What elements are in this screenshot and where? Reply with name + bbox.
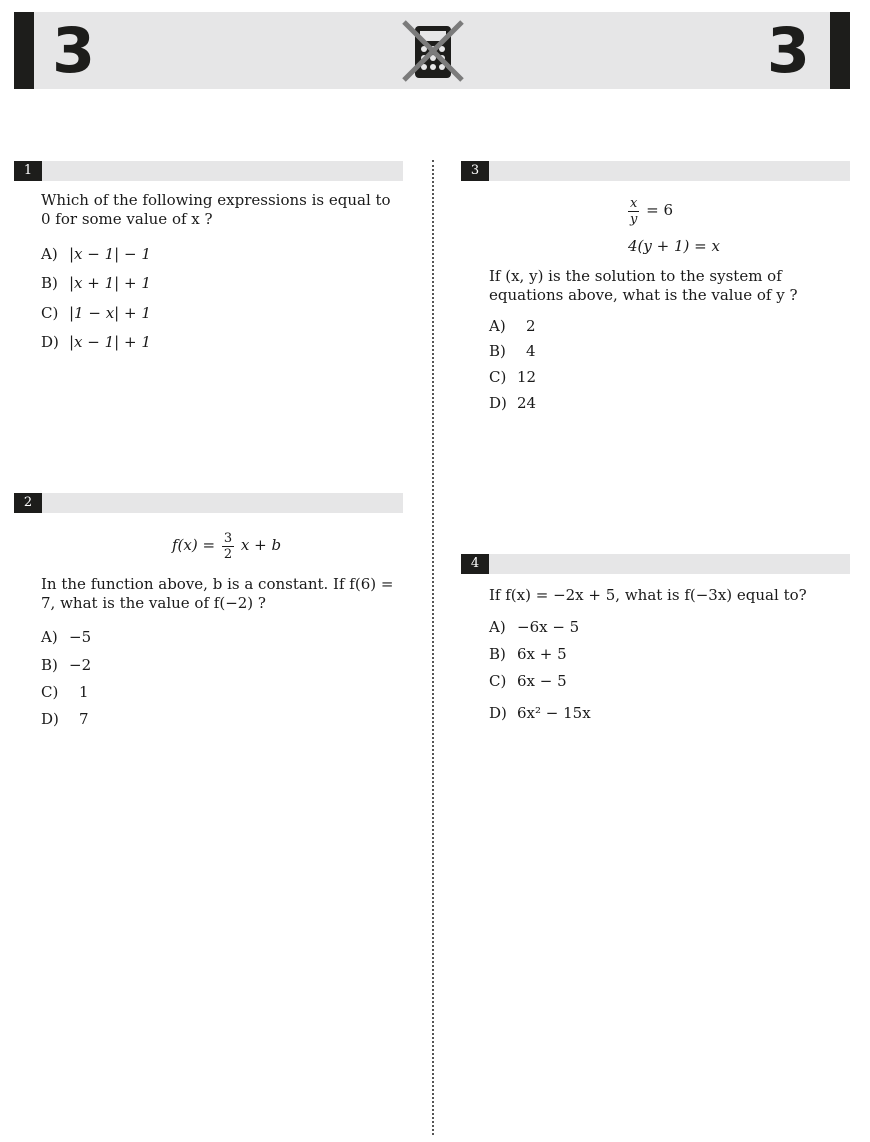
question-2-equation: f(x) = $\frac{3}{2}$ x + b (172, 530, 282, 562)
question-1-text: Which of the following expressions is equal to 0 for some value of x ? (41, 191, 391, 228)
question-2-text: In the function above, b is a constant. If f(6) = 7, what is the value of f(−2) ? (41, 575, 394, 612)
question-1-bar (14, 161, 403, 181)
question-4-option-b[interactable]: B) 6x + 5 (489, 645, 567, 663)
no-calculator-icon (400, 18, 466, 84)
equation-fraction: $\frac{x}{y}$ (630, 195, 638, 227)
question-2-option-b[interactable]: B) −2 (41, 656, 92, 674)
section-number-right: 3 (766, 14, 810, 87)
section-header (14, 12, 850, 89)
column-divider (432, 160, 434, 1135)
equation-fraction: $\frac{3}{2}$ (223, 530, 233, 562)
question-2-option-c[interactable]: C) 1 (41, 683, 89, 701)
question-3-option-a[interactable]: A) 2 (489, 317, 536, 335)
question-2-number: 2 (14, 493, 42, 513)
question-4-number: 4 (461, 554, 489, 574)
question-4-option-c[interactable]: C) 6x − 5 (489, 672, 567, 690)
question-2-bar (14, 493, 403, 513)
question-3-equation-2: 4(y + 1) = x (628, 237, 720, 255)
question-1-option-a[interactable]: A) |x − 1| − 1 (41, 245, 151, 263)
section-number-left: 3 (52, 14, 96, 87)
question-3-bar (461, 161, 850, 181)
question-4-option-a[interactable]: A) −6x − 5 (489, 618, 580, 636)
question-3-option-c[interactable]: C) 12 (489, 368, 537, 386)
header-bar-right (830, 12, 850, 89)
question-4-text: If f(x) = −2x + 5, what is f(−3x) equal to? (489, 586, 807, 604)
question-1-option-b[interactable]: B) |x + 1| + 1 (41, 274, 151, 292)
question-4-option-d[interactable]: D) 6x² − 15x (489, 704, 591, 722)
header-bar-left (14, 12, 34, 89)
question-3-option-d[interactable]: D) 24 (489, 394, 537, 412)
question-3-text: If (x, y) is the solution to the system of equations above, what is the value of y ? (489, 267, 798, 304)
question-4-bar (461, 554, 850, 574)
question-3-equation-1: $\frac{x}{y}$ = 6 (630, 195, 674, 227)
question-1-number: 1 (14, 161, 42, 181)
question-2-option-a[interactable]: A) −5 (41, 628, 92, 646)
question-2-option-d[interactable]: D) 7 (41, 710, 89, 728)
question-1-option-c[interactable]: C) |1 − x| + 1 (41, 304, 151, 322)
question-1-option-d[interactable]: D) |x − 1| + 1 (41, 333, 151, 351)
question-3-option-b[interactable]: B) 4 (489, 342, 536, 360)
question-3-number: 3 (461, 161, 489, 181)
